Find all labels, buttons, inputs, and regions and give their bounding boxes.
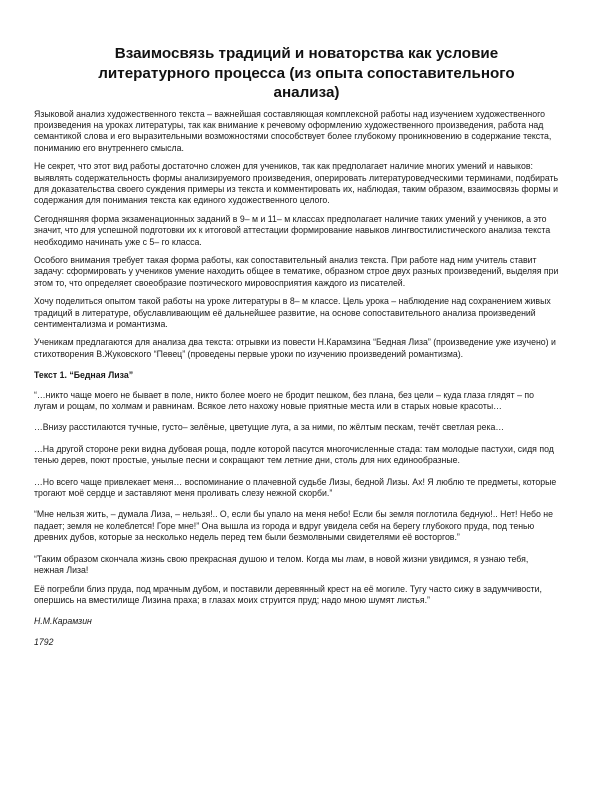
quote-farewell-start: “Таким образом скончала жизнь свою прекрасная душою и телом. Когда мы — [34, 553, 347, 564]
publication-year: 1792 — [34, 636, 54, 647]
quote-burial: Её погребли близ пруда, под мрачным дубом, и поставили деревянный крест на её могиле. Тугу часто сижу в задумчивости, опершись на вместилище Лизина праха; в глазах моих струится пруд; надо мною шумят листья.” — [34, 583, 542, 605]
quote-liza-memory: …Но всего чаще привлекает меня… воспоминание о плачевной судьбе Лизы, бедной Лизы. Ах! Я люблю те предметы, которые трогают моё сердце и заставляют меня проливать слезу нежной скорби.” — [34, 476, 557, 499]
quote-meadows: …Внизу расстилаются тучные, густо– зелёные, цветущие луга, а за ними, по жёлтым пескам, течёт светлая река… — [34, 422, 505, 433]
paragraph-comparative-analysis: Особого внимания требует такая форма работы, как сопоставительный анализ текста. При работе над ним учитель ставит задачу: сформировать у учеников умение находить общее в тематике, образном строе двух разных произведений, выделяя при этом то, что определяет своеобразие поэтического мировосприятия каждого из писателей. — [34, 254, 559, 288]
paragraph-texts-offered: Ученикам предлагаются для анализа два текста: отрывки из повести Н.Карамзина “Бедная Лиза” (произведение уже изучено) и стихотворения В.Жуковского “Певец” (проведены первые уроки по изучению произведений романтизма). — [34, 337, 556, 359]
quote-farewell — [34, 554, 559, 577]
quote-oak-grove: …На другой стороне реки видна дубовая роща, подле которой пасутся многочисленные стада: там молодые пастухи, сидя под тенью дерев, поют простые, унылые песни и сокращают тем летние дни, столь для них единообразные. — [34, 443, 554, 466]
paragraph-intro: Языковой анализ художественного текста – важнейшая составляющая комплексной работы над изучением художественного произведения на уроках литературы, так как внимание к речевому оформлению художественного произведения, работа над семантикой слова и его выразительными возможностями способствует более глубокому проникновению в содержание текста, пониманию его внутреннего смысла. — [34, 108, 552, 153]
paragraph-exam-format: Сегодняшняя форма экзаменационных заданий в 9– м и 11– м классах предполагает наличие таких умений у учеников, а это значит, что для успешной подготовки их к итоговой аттестации формирование навыков лингвостилистического анализа текста необходимо начинать уже с 5– го класса. — [34, 213, 551, 247]
paragraph-difficulty: Не секрет, что этот вид работы достаточно сложен для учеников, так как предполагает наличие многих умений и навыков: выявлять содержательность формы анализируемого произведения, оперировать литературоведческими терминами, подбирать для доказательства своего суждения примеры из текста и комментировать их, наблюдая, таким образом, взаимосвязь формы и содержания для понимания текста как единого художественного целого. — [34, 161, 559, 206]
quote-farewell-end: , в новой жизни увидимся, я узнаю тебя, нежная Лиза! — [34, 553, 529, 576]
text1-heading: Текст 1. “Бедная Лиза” — [34, 370, 134, 381]
quote-liza-despair: “Мне нельзя жить, – думала Лиза, – нельзя!.. О, если бы упало на меня небо! Если бы земля поглотила бедную!.. Нет! Небо не падает; земля не колеблется! Горе мне!” Она вышла из города и вдруг увидела себя на берегу глубокого пруда, под тенью древних дубов, которые за несколько недель перед тем были безмолвными свидетелями её восторгов.” — [34, 509, 553, 543]
quote-farewell-emphasis: там — [346, 553, 365, 564]
quote-fields: “…никто чаще моего не бывает в поле, никто более моего не бродит пешком, без плана, без цели – куда глаза глядят – по лугам и рощам, по холмам и равнинам. Всякое лето нахожу новые приятные места или в старых новые красоты… — [34, 389, 534, 412]
paragraph-lesson-goal: Хочу поделиться опытом такой работы на уроке литературы в 8– м классе. Цель урока – наблюдение над сохранением живых традиций в литературе, обуславливающим её дальнейшее развитие, на основе сопоставительного анализа произведений сентиментализма и романтизма. — [34, 296, 551, 329]
document-title: Взаимосвязь традиций и новаторства как условие литературного процесса (из опыта сопоставительного анализа) — [98, 45, 515, 101]
author-signature: Н.М.Карамзин — [34, 616, 92, 627]
